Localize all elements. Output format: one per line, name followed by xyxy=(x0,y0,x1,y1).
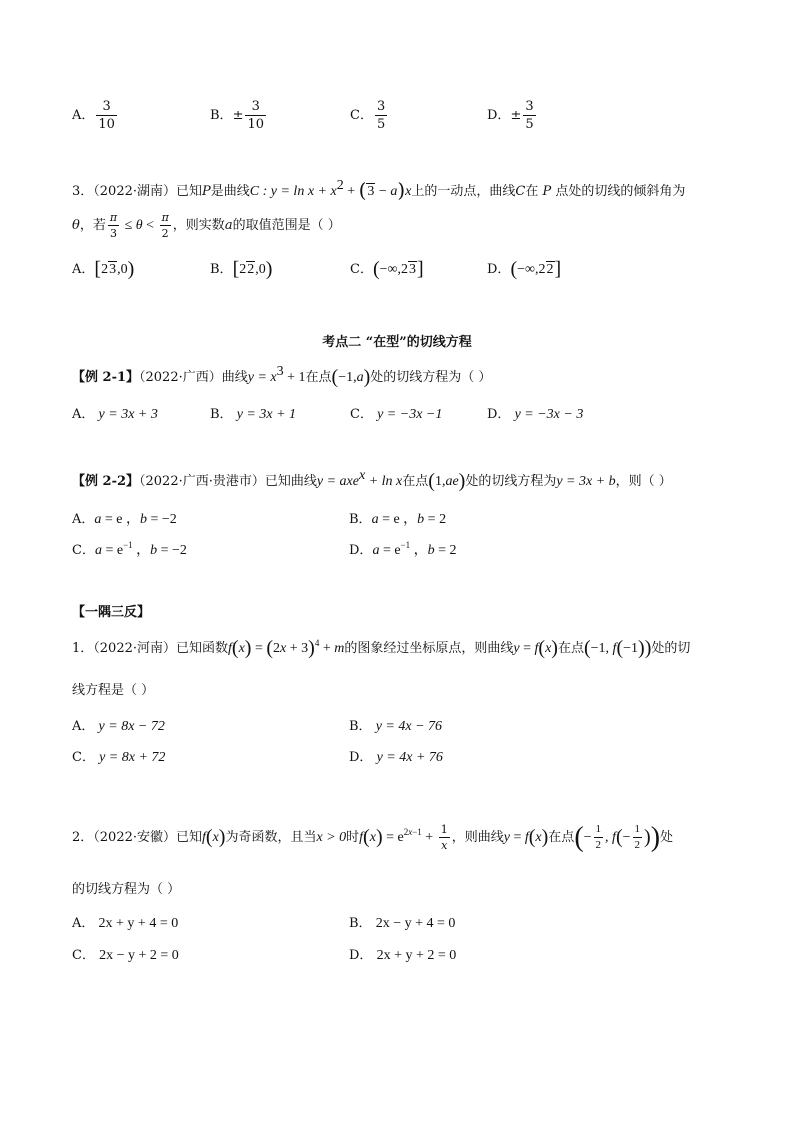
q2-option-d[interactable] xyxy=(487,100,538,131)
text: ，则（ ） xyxy=(615,474,672,489)
p1-option-a[interactable] xyxy=(72,715,165,735)
q3-option-d[interactable]: D．(−∞,22] xyxy=(487,258,562,280)
option-expr: y = 8x + 72 xyxy=(99,750,166,765)
fraction xyxy=(96,100,117,131)
practice-2-line1: 2．（2022·安徽）已知f(x)为奇函数，且当x > 0时$f(x) = e^{2x-1}$ + $\frac{1}{x}$ ，则曲线y = f(x)在点(− $\frac{1}{2}$ , f(− $\frac{1}{2}$ ))处 xyxy=(72,822,674,853)
q2-option-a[interactable] xyxy=(72,100,119,131)
var-a: a xyxy=(224,218,233,233)
var-p: P xyxy=(202,184,211,199)
q3-option-a[interactable]: A．[23,0) xyxy=(72,258,135,280)
p2-option-b[interactable] xyxy=(349,912,455,932)
option-label: C． xyxy=(72,543,95,558)
text: 在点 xyxy=(548,830,575,845)
ex22-option-d[interactable]: D．$a = e^{-1}$ ，b = 2 xyxy=(349,540,457,558)
q3-option-b[interactable]: B．[22,0) xyxy=(210,258,273,280)
text: 处的切线方程为（ ） xyxy=(370,370,492,385)
option-label: D． xyxy=(349,948,373,963)
option-label: D． xyxy=(487,108,511,123)
text: 的取值范围是（ ） xyxy=(232,218,341,233)
numerator: 3 xyxy=(96,100,117,116)
fraction: $\frac{\pi}{2}$ xyxy=(161,211,169,240)
option-label: A． xyxy=(72,719,95,734)
option-expr: y = 8x − 72 xyxy=(98,719,165,734)
option-label: C． xyxy=(350,262,373,277)
text: （2022·广西·贵港市）已知曲线 xyxy=(139,474,317,489)
option-label: B． xyxy=(349,719,372,734)
numerator: 3 xyxy=(376,99,386,114)
text: 时 xyxy=(346,830,360,845)
ex22-option-a[interactable]: A．a = e ，b = −2 xyxy=(72,512,177,527)
fraction: $\frac{\pi}{3}$ xyxy=(109,211,118,240)
option-label: D． xyxy=(487,407,511,422)
option-label: B． xyxy=(349,916,372,931)
option-label: D． xyxy=(349,750,373,765)
ex22-option-c[interactable]: C．$a = e^{-1}$ ，b = −2 xyxy=(72,540,187,558)
q2-option-b[interactable] xyxy=(210,100,268,131)
text: （2022·广西）曲线 xyxy=(139,370,248,385)
option-label: A． xyxy=(72,407,95,422)
q3-line2: θ，若 $\frac{\pi}{3}$ ≤ θ < $\frac{\pi}{2}$ ，则实数a的取值范围是（ ） xyxy=(72,211,341,240)
practice-1-line1: 1．（2022·河南）已知函数$f(x) = (2x + 3)^4 + m$的图象经过坐标原点，则曲线y = f(x)在点(−1, f(−1))处的切 xyxy=(72,637,691,659)
practice-2-line2: 的切线方程为（ ） xyxy=(72,882,181,897)
numerator: π xyxy=(109,211,118,224)
option-label: D． xyxy=(487,262,511,277)
q3-line1: 3．（2022·湖南）已知P是曲线C : $y = \ln x + x^2 + (3 - a)x$上的一动点，曲线C在 P 点处的切线的倾斜角为 xyxy=(72,178,686,202)
option-expr: y = 3x + 3 xyxy=(98,407,158,422)
var-c: C xyxy=(515,184,526,199)
denominator: 10 xyxy=(247,117,265,132)
option-expr: 2x + y + 2 = 0 xyxy=(376,948,457,963)
option-label: C． xyxy=(72,750,95,765)
text: 2．（2022·安徽）已知 xyxy=(72,830,202,845)
fraction: $\frac{1}{x}$ xyxy=(440,823,448,852)
section-title: 考点二 “在型”的切线方程 xyxy=(322,335,472,350)
ex21-option-a[interactable] xyxy=(72,403,158,423)
denominator: 5 xyxy=(525,117,534,132)
p2-option-d[interactable] xyxy=(349,944,456,964)
practice-title: 【一隅三反】 xyxy=(72,605,151,620)
option-expr: 2x − y + 2 = 0 xyxy=(99,948,179,963)
option-label: A． xyxy=(72,262,95,277)
option-label: C． xyxy=(72,948,95,963)
example-2-1: 【例 2-1】（2022·广西）曲线$y = x^3 + 1$在点(−1,a)处的切线方程为（ ） xyxy=(72,364,492,388)
fraction xyxy=(375,100,387,131)
option-label: B． xyxy=(210,262,233,277)
numerator: 3 xyxy=(245,100,266,116)
ex21-option-b[interactable] xyxy=(210,403,296,423)
p1-option-d[interactable] xyxy=(349,746,443,766)
fraction xyxy=(523,100,535,131)
example-tag: 【例 2-2】 xyxy=(72,474,140,489)
p2-option-a[interactable] xyxy=(72,912,178,932)
q3-option-c[interactable]: C．(−∞,23] xyxy=(350,258,424,280)
var-theta: θ xyxy=(72,218,80,233)
text: 上的一动点，曲线 xyxy=(411,184,516,199)
sign: ± xyxy=(510,108,522,123)
text: 处的切 xyxy=(651,641,691,656)
q2-option-c[interactable] xyxy=(350,100,389,131)
numerator: 3 xyxy=(525,99,534,114)
example-tag: 【例 2-1】 xyxy=(72,370,140,385)
text: ，则实数 xyxy=(172,218,225,233)
denominator: 5 xyxy=(376,117,386,132)
text: 的图象经过坐标原点，则曲线 xyxy=(344,641,514,656)
fraction xyxy=(245,100,266,131)
text: ，则曲线 xyxy=(451,830,504,845)
p1-option-b[interactable] xyxy=(349,715,442,735)
p2-option-c[interactable] xyxy=(72,944,179,964)
option-expr: y = 4x + 76 xyxy=(376,750,443,765)
option-label: D． xyxy=(349,543,373,558)
text: 在点 xyxy=(305,370,332,385)
text: 在 xyxy=(525,184,539,199)
option-label: A． xyxy=(72,512,95,527)
ex22-option-b[interactable]: B．a = e ，b = 2 xyxy=(349,512,447,527)
option-label: A． xyxy=(72,108,95,123)
option-label: C． xyxy=(350,108,373,123)
option-expr: 2x − y + 4 = 0 xyxy=(375,916,456,931)
sign: ± xyxy=(232,108,244,123)
text: ，若 xyxy=(79,218,106,233)
option-expr: y = −3x − 3 xyxy=(514,407,584,422)
option-label: C． xyxy=(350,407,373,422)
text: 处 xyxy=(660,830,674,845)
text: 3．（2022·湖南）已知 xyxy=(72,184,202,199)
option-label: B． xyxy=(210,108,233,123)
option-label: B． xyxy=(210,407,233,422)
option-expr: y = 3x + 1 xyxy=(236,407,297,422)
p1-option-c[interactable] xyxy=(72,746,165,766)
option-expr: 2x + y + 4 = 0 xyxy=(98,916,179,931)
text: 在点 xyxy=(402,474,429,489)
option-expr: y = 4x − 76 xyxy=(375,719,443,734)
curve-expr: C : y = ln x + x xyxy=(249,184,337,199)
practice-1-line2: 线方程是（ ） xyxy=(72,683,155,698)
ex21-option-c[interactable] xyxy=(350,403,442,423)
text: 为奇函数，且当 xyxy=(225,830,317,845)
option-expr: y = −3x −1 xyxy=(377,407,443,422)
text: 在点 xyxy=(557,641,584,656)
denominator: 10 xyxy=(98,117,115,132)
text: 点处的切线的倾斜角为 xyxy=(555,184,686,199)
ex21-option-d[interactable] xyxy=(487,403,583,423)
text: 是曲线 xyxy=(210,184,250,199)
example-2-2: 【例 2-2】（2022·广西·贵港市）已知曲线y = axe$^x$ + ln x在点(1,ae)处的切线方程为y = 3x + b，则（ ） xyxy=(72,468,672,492)
text: 1．（2022·河南）已知函数 xyxy=(72,641,228,656)
text: 处的切线方程为 xyxy=(465,474,557,489)
option-label: A． xyxy=(72,916,95,931)
option-label: B． xyxy=(349,512,372,527)
